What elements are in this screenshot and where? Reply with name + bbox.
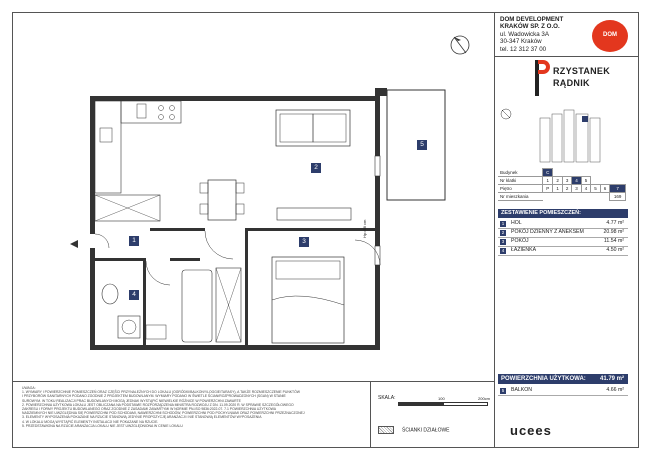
room-area: 20.98 m² [603, 229, 624, 235]
floor-p: P [543, 185, 553, 193]
developer-info [500, 16, 563, 53]
building-value: C [543, 169, 553, 177]
floor-7: 7 [610, 185, 626, 193]
panel-divider [494, 12, 495, 448]
room-name: POKÓJ DZIENNY Z ANEKSEM [511, 229, 584, 235]
developer-city: 30-347 Kraków [500, 38, 542, 46]
stair-5: 5 [581, 177, 590, 185]
developer-name: DOM DEVELOPMENT [500, 16, 564, 23]
notes-line: 2. POWIERZCHNIA UŻYTKOWA LOKALU JEST OBLICZANA NA PODSTAWIE ROZPORZĄDZENIA MINISTRA ROZWOJU Z DN. 11.09.2020 R. W SPRAWIE SZCZEGÓŁOWEGO [22, 402, 294, 407]
developer-phone: tel. 12 312 37 00 [500, 45, 547, 53]
notes-line: 4. W LOKALU MOGĄ WYSTĄPIĆ ELEMENTY INSTALACJI NIE POKAZANE NA RZUCIE. [22, 419, 159, 424]
notes-vdivider [370, 381, 371, 448]
header-divider [494, 56, 639, 57]
label-floor: Piętro [498, 185, 543, 193]
floor-1: 1 [553, 185, 562, 193]
stair-1: 1 [543, 177, 553, 185]
label-stair: Nr klatki [498, 177, 543, 185]
notes-divider [12, 381, 494, 382]
notes-title: UWAGA: [22, 386, 36, 390]
room-number: 1 [501, 220, 505, 226]
usable-area-total [498, 374, 628, 384]
floor-4: 4 [581, 185, 590, 193]
floor-5: 5 [591, 185, 600, 193]
room-3-tag: 3 [299, 237, 309, 247]
room-5-tag: 5 [417, 140, 427, 150]
balcony-area: 4.66 m² [606, 387, 624, 393]
room-area: 4.50 m² [606, 247, 624, 253]
project-name-line2: RĄDNIK [553, 78, 590, 88]
north-arrow-icon [451, 36, 469, 54]
floor-2: 2 [562, 185, 571, 193]
project-logo-mark [535, 60, 551, 96]
developer-entity: KRAKÓW SP. Z O.O. [500, 23, 560, 31]
notes-line: 3. ELEMENTY WYPOSAŻENIA POKAZANE NA RZUCIE STANOWIĄ JEDYNIE PROPOZYCJĘ ARANŻACJI I NIE STANOWIĄ ELEMENTÓW WYPOSAŻENIA [22, 415, 262, 420]
room-4-tag: 4 [129, 290, 139, 300]
room-number: 2 [501, 229, 505, 235]
label-building: Budynek [498, 169, 543, 177]
apartment-number: 169 [610, 193, 626, 201]
notes-line: 5. PRZEDSTAWIONA NA RZUCIE ARANŻACJA LOKALU NIE JEST UWZGLĘDNIONA W CENIE LOKALU [22, 423, 183, 428]
notes-line: SUROWYM. W TOKU REALIZACJI PRAC BUDOWLANYCH MOGĄ JEDNAK WYSTĄPIĆ NIEWIELKIE RÓŻNICE W POWIERZCHNI ZAWARTE [22, 398, 241, 403]
room-2-tag: 2 [311, 163, 321, 173]
floor-6: 6 [600, 185, 609, 193]
notes-block [22, 386, 352, 428]
label-apartment: Nr mieszkania [498, 193, 543, 201]
building-key-map [498, 104, 628, 164]
stair-2: 2 [553, 177, 562, 185]
project-name-line1: RZYSTANEK [553, 66, 611, 76]
compass-small-icon [501, 109, 511, 119]
hatch-swatch-icon [378, 426, 394, 434]
legend-partition [378, 426, 450, 434]
stair-3: 3 [562, 177, 571, 185]
scale-end: 200cm [478, 396, 491, 401]
height-annotation: Hp=58 cm [362, 219, 367, 238]
apartment-info-table [498, 168, 626, 201]
room-name: HOL [511, 220, 522, 226]
balcony-name: BALKON [511, 387, 533, 393]
room-area: 4.77 m² [606, 220, 624, 226]
dom-logo: DOM [592, 20, 628, 52]
notes-line: ZAKRESU I FORMY PROJEKTU BUDOWLANEGO ORAZ ZGODNIE Z ZASADAMI ZAWARTYMI W NORMIE PN-ISO 9836:2022-07. 7.1 POWIERZCHNIA UŻYTKOWA [22, 407, 277, 412]
notes-line: I PRZYBORÓW SANITARNYCH PODANO ZGODNIE Z PROJEKTEM BUDOWLANYM. WYMIARY PODANO W ŚWIETLE ŚCIAN/ROZPROWADZONYCH (SGAN) W STANIE [22, 394, 286, 399]
room-name: ŁAZIENKA [511, 247, 537, 253]
scale-bar [398, 402, 488, 406]
balcony-row [498, 386, 628, 396]
balcony-number: 5 [501, 387, 505, 393]
floor-3: 3 [572, 185, 581, 193]
legend-label: ŚCIANKI DZIAŁOWE [402, 427, 450, 434]
notes-line: NADZIEMNYCH NIE UWZGLĘDNIA SIĘ POWIERZCHNI POD SCHODAMI, NAWIERZCHNI SCHODÓW, POWIERZCHNI POD POCHYLNIAMI ORAZ POWIERZCHNI PRZEZNACZONEJ [22, 411, 305, 416]
room-row [498, 246, 628, 256]
notes-line: 1. WYMIARY I POWIERZCHNIE POMIESZCZEŃ ORAZ CZĘŚCI PRZYNALEŻNYCH DO LOKALU (OGRÓDKI/BALKONY/LOGGIE/TARASY), A TAKŻE ROZMIESZCZENIE PUNKTÓW [22, 390, 300, 395]
scale-mid: 100 [438, 396, 445, 401]
room-1-tag: 1 [129, 236, 139, 246]
footer-brand: ucees [510, 423, 552, 438]
scale-label: SKALA: [378, 395, 396, 401]
rooms-header: ZESTAWIENIE POMIESZCZEŃ: [498, 209, 628, 218]
room-area: 11.54 m² [603, 238, 624, 244]
usable-area-label: POWIERZCHNIA UŻYTKOWA: [501, 376, 586, 382]
room-number: 3 [501, 238, 505, 244]
project-logo [535, 60, 615, 98]
usable-area-value: 41.79 m² [599, 376, 624, 382]
room-name: POKÓJ [511, 238, 529, 244]
stair-4: 4 [572, 177, 581, 185]
room-number: 4 [501, 247, 505, 253]
developer-street: ul. Wadowicka 3A [500, 30, 549, 38]
